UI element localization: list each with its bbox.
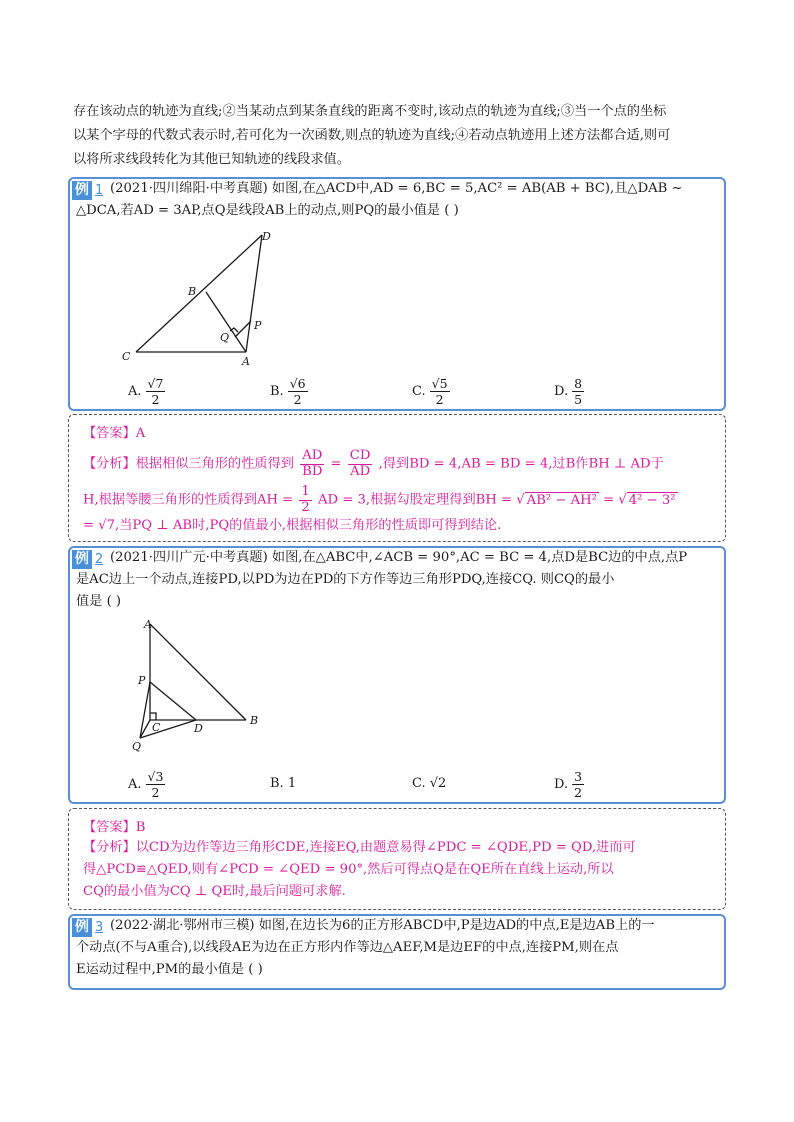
answer-label: 【答案】B [83, 820, 146, 835]
option-letter: A. [128, 384, 142, 399]
example-1-box [68, 177, 726, 411]
analysis-text: H,根据等腰三角形的性质得到AH = [83, 492, 294, 508]
intro-line-2: 以某个字母的代数式表示时,若可化为一次函数,则点的轨迹为直线;④若动点轨迹用上述方法都合适,则可 [73, 128, 671, 143]
label-D: D [262, 230, 271, 243]
option-denominator: 5 [574, 392, 583, 407]
label-P: P [254, 319, 262, 332]
example-tag [72, 550, 103, 569]
equals-sign: = [330, 456, 342, 472]
option-value: 1 [287, 776, 297, 791]
option-numerator: 3 [574, 769, 583, 784]
option-letter: D. [554, 777, 569, 792]
question-text-cont [76, 200, 459, 222]
fraction-denominator: 2 [301, 500, 310, 515]
option-d[interactable] [554, 377, 584, 406]
radicand: 4² − 3² [628, 492, 676, 508]
fraction-numerator: AD [302, 448, 323, 463]
option-c[interactable] [412, 377, 450, 406]
answer-label: 【答案】A [83, 426, 146, 441]
example-2-box [68, 546, 726, 804]
option-a[interactable] [128, 377, 165, 406]
option-denominator: 2 [574, 785, 583, 800]
analysis-2-box [68, 808, 726, 910]
question-text [110, 178, 683, 200]
example-tag [72, 918, 103, 937]
example-label: 例 [72, 550, 92, 569]
option-d[interactable] [554, 770, 584, 799]
triangle-figure-2 [126, 616, 276, 756]
example-tag [72, 181, 103, 200]
analysis-line-1 [83, 449, 664, 479]
label-B: B [250, 714, 259, 727]
equals-sign: = [603, 492, 615, 508]
example-label: 例 [72, 918, 92, 937]
example-number: 2 [95, 552, 104, 567]
analysis-line-3: = √7,当PQ ⊥ AB时,PQ的值最小,根据相似三角形的性质即可得到结论. [83, 518, 502, 533]
intro-line-1: 存在该动点的轨迹为直线;②当某动点到某条直线的距离不变时,该动点的轨迹为直线;③当一个点的坐标 [73, 104, 667, 119]
fraction-numerator: CD [349, 448, 371, 463]
fraction-denominator: BD [302, 464, 323, 479]
option-letter: C. [412, 776, 426, 791]
option-numerator: √5 [431, 376, 448, 391]
label-P: P [138, 674, 146, 687]
label-D: D [194, 722, 203, 735]
question-line-2: 是AC边上一个动点,连接PD,以PD为边在PD的下方作等边三角形PDQ,连接CQ. 则CQ的最小 [76, 572, 615, 587]
option-denominator: 2 [151, 392, 160, 407]
analysis-line-1: 【分析】以CD为边作等边三角形CDE,连接EQ,由题意易得∠PDC = ∠QDE,PD = QD,进而可 [83, 840, 636, 855]
label-Q: Q [132, 740, 142, 753]
analysis-line-2: H,根据等腰三角形的性质得到AH = $\frac{1}{2}$ AD = 3,根据勾股定理得到BH = √ AB² − AH² = √ 4² − 3² [83, 484, 676, 515]
option-denominator: 2 [435, 392, 444, 407]
option-letter: A. [128, 777, 142, 792]
option-numerator: √3 [147, 769, 164, 784]
fraction-denominator: AD [350, 464, 371, 479]
option-numerator: 8 [574, 376, 583, 391]
intro-line-3: 以将所求线段转化为其他已知轨迹的线段求值。 [73, 152, 350, 167]
question-line-1: (2021·四川绵阳·中考真题) 如图,在△ACD中,AD = 6,BC = 5,AC² = AB(AB + BC),且△DAB ~ [110, 181, 683, 196]
option-denominator: 2 [293, 392, 302, 407]
option-numerator: √7 [147, 376, 164, 391]
question-line-1: (2021·四川广元·中考真题) 如图,在△ABC中,∠ACB = 90°,AC = BC = 4,点D是BC边的中点,点P [110, 550, 688, 565]
analysis-line-3: CQ的最小值为CQ ⊥ QE时,最后问题可求解. [83, 884, 346, 899]
radicand: AB² − AH² [526, 492, 597, 508]
example-number: 3 [95, 920, 104, 935]
label-C: C [152, 721, 161, 734]
question-line-3: 值是 ( ) [76, 594, 122, 609]
option-value: √2 [429, 776, 447, 791]
fraction-numerator: 1 [301, 484, 310, 499]
example-label: 例 [72, 181, 92, 200]
option-letter: B. [270, 384, 284, 399]
option-b[interactable] [270, 377, 308, 406]
option-letter: D. [554, 384, 569, 399]
analysis-line-2: 得△PCD≌△QED,则有∠PCD = ∠QED = 90°,然后可得点Q是在QE所在直线上运动,所以 [83, 862, 614, 877]
label-B: B [188, 285, 197, 298]
example-3-box [68, 914, 726, 990]
label-C: C [122, 350, 131, 363]
analysis-text: ,得到BD = 4,AB = BD = 4,过B作BH ⊥ AD于 [378, 456, 664, 472]
label-A: A [242, 355, 250, 368]
label-Q: Q [220, 331, 230, 344]
triangle-figure-1 [120, 225, 320, 375]
question-line-3: E运动过程中,PM的最小值是 ( ) [76, 962, 263, 977]
option-letter: C. [412, 384, 426, 399]
option-c[interactable] [412, 776, 446, 791]
label-A: A [144, 618, 152, 631]
analysis-text: 【分析】根据相似三角形的性质得到 [83, 456, 294, 472]
analysis-1-box [68, 414, 726, 542]
option-a[interactable] [128, 770, 165, 799]
question-line-2: 个动点(不与A重合),以线段AE为边在正方形内作等边△AEF,M是边EF的中点,连接PM,则在点 [76, 940, 619, 955]
option-b[interactable] [270, 776, 296, 791]
option-denominator: 2 [151, 785, 160, 800]
analysis-text: AD = 3,根据勾股定理得到BH = [318, 492, 513, 508]
option-letter: B. [270, 776, 284, 791]
intro-paragraph [73, 100, 723, 172]
example-number: 1 [95, 183, 104, 198]
option-numerator: √6 [289, 376, 306, 391]
question-line-2: △DCA,若AD = 3AP,点Q是线段AB上的动点,则PQ的最小值是 ( ) [76, 203, 459, 218]
question-line-1: (2022·湖北·鄂州市三模) 如图,在边长为6的正方形ABCD中,P是边AD的中点,E是边AB上的一 [110, 918, 655, 933]
